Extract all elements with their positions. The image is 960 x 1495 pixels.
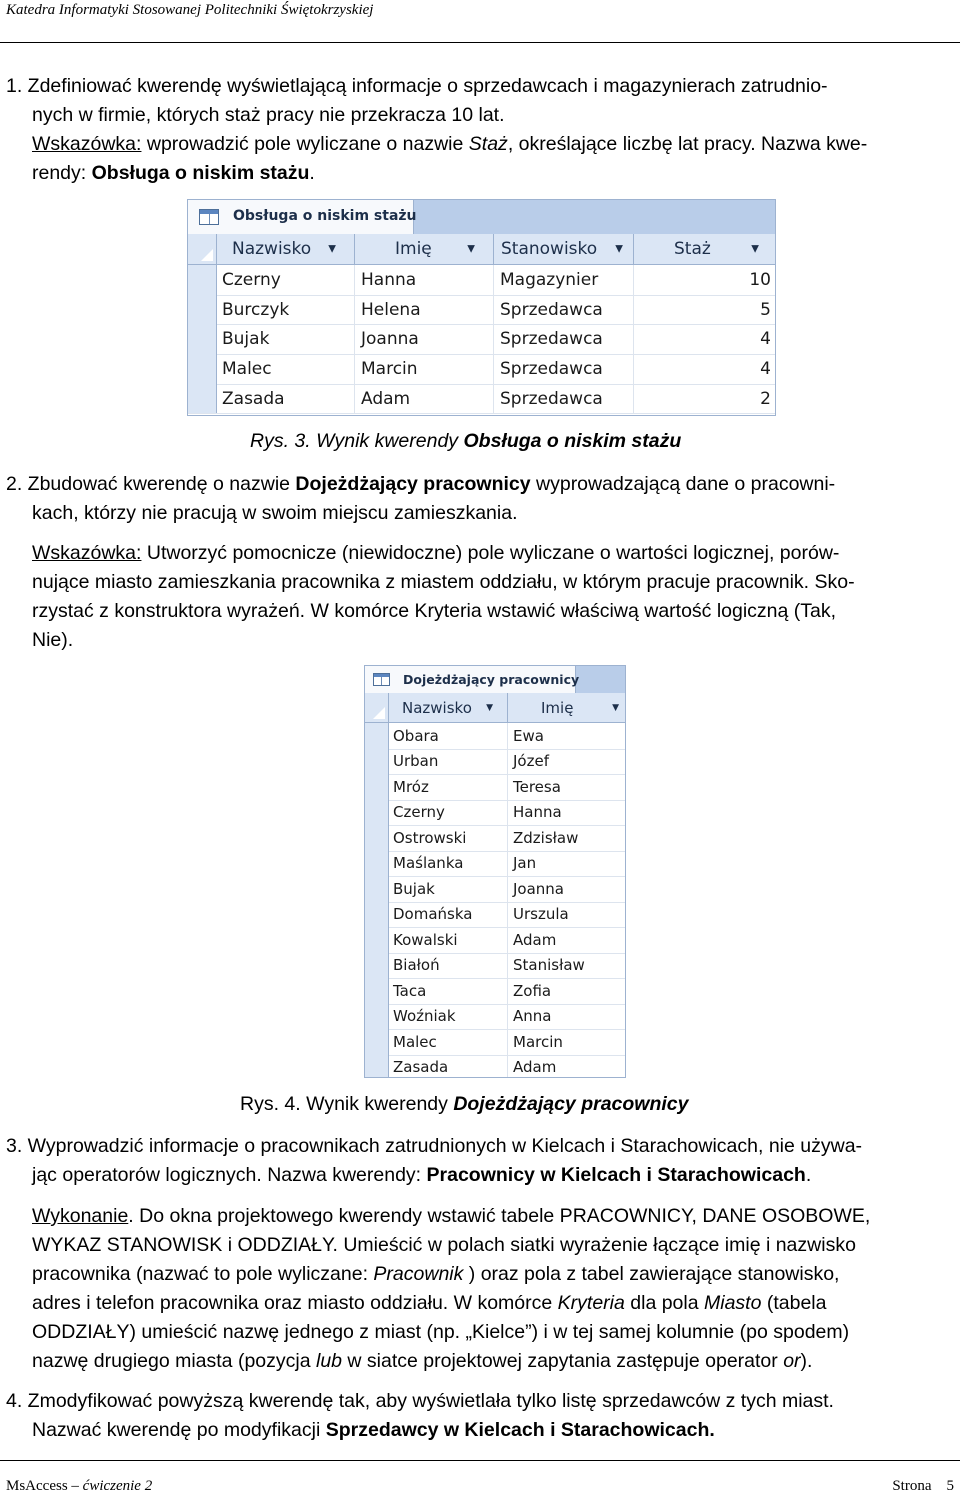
hint-text: Utworzyć pomocnicze (niewidoczne) pole wyliczane o wartości logicznej, porów-: [141, 542, 840, 564]
table-row[interactable]: [188, 354, 775, 385]
table-cell[interactable]: [388, 1055, 508, 1079]
query-table-icon: [199, 209, 219, 225]
table-cell[interactable]: [388, 800, 508, 826]
table-cell[interactable]: [508, 1029, 626, 1055]
table-cell[interactable]: [216, 265, 355, 295]
cell-value: Teresa: [513, 777, 561, 796]
task3-exec-line5: ODDZIAŁY) umieścić nazwę jednego z miast (np. „Kielce”) i w tej samej kolumnie (po spodem): [32, 1321, 850, 1343]
query-name: Sprzedawcy w Kielcach i Starachowicach.: [325, 1419, 715, 1441]
row-selector[interactable]: [365, 953, 389, 979]
row-selector[interactable]: [365, 851, 389, 877]
task2-hint-line1: [32, 539, 839, 568]
cell-value: Domańska: [393, 905, 473, 924]
row-selector[interactable]: [188, 265, 217, 295]
exec-text: nazwę drugiego miasta (pozycja: [32, 1350, 316, 1372]
column-label: Nazwisko: [402, 698, 472, 717]
datasheet-title-bar: [365, 666, 625, 694]
term-lub: lub: [315, 1350, 343, 1372]
sort-arrow-icon[interactable]: ▼: [751, 243, 759, 255]
table-row[interactable]: [365, 749, 625, 776]
table-cell[interactable]: [508, 978, 626, 1004]
cell-value: Urban: [393, 752, 439, 771]
cell-value: 10: [749, 269, 771, 290]
exec-text-b: dla pola: [624, 1292, 704, 1314]
cell-value: Taca: [393, 981, 427, 1000]
cell-value: Ostrowski: [393, 828, 467, 847]
line-text-end: .: [805, 1164, 812, 1186]
field-name: Staż: [468, 133, 508, 155]
select-all-corner[interactable]: [365, 693, 389, 722]
column-header-row: [188, 234, 775, 265]
table-cell[interactable]: [494, 354, 634, 384]
cell-value: Mróz: [393, 777, 429, 796]
task3-line1: 3. Wyprowadzić informacje o pracownikach zatrudnionych w Kielcach i Starachowicach, nie używa-: [6, 1135, 863, 1157]
sort-arrow-icon[interactable]: ▼: [486, 702, 493, 713]
datasheet-title: Dojeżdżający pracownicy: [403, 672, 580, 687]
sort-arrow-icon[interactable]: ▼: [615, 243, 623, 255]
table-cell[interactable]: [388, 927, 508, 953]
table-cell[interactable]: [355, 324, 494, 354]
table-cell[interactable]: [634, 265, 776, 295]
footer-left: [6, 1478, 152, 1495]
task2-hint-line3: rzystać z konstruktora wyrażeń. W komórce Kryteria wstawić właściwą wartość logiczną (Tak,: [32, 600, 837, 622]
table-cell[interactable]: [508, 876, 626, 902]
table-cell[interactable]: [388, 978, 508, 1004]
table-cell[interactable]: [388, 902, 508, 928]
cell-value: Ewa: [513, 726, 544, 745]
cell-value: Burczyk: [222, 299, 290, 320]
table-cell[interactable]: [216, 324, 355, 354]
row-selector[interactable]: [365, 978, 389, 1004]
row-selector[interactable]: [365, 1055, 389, 1079]
table-cell[interactable]: [388, 749, 508, 775]
column-header-staz[interactable]: [634, 234, 776, 264]
table-cell[interactable]: [508, 953, 626, 979]
table-row[interactable]: [365, 876, 625, 903]
table-cell[interactable]: [508, 749, 626, 775]
line-text-end: .: [309, 162, 315, 184]
task1-line1: 1. Zdefiniować kwerendę wyświetlającą informacje o sprzedawcach i magazynierach zatrudnio-: [6, 75, 828, 97]
cell-value: Woźniak: [393, 1007, 456, 1026]
cell-value: Bujak: [393, 879, 435, 898]
cell-value: Zofia: [513, 981, 552, 1000]
caption-text: Rys. 4. Wynik kwerendy: [240, 1093, 454, 1115]
cell-value: 4: [760, 358, 771, 379]
cell-value: Malec: [393, 1032, 437, 1051]
row-selector[interactable]: [365, 902, 389, 928]
cell-value: Hanna: [361, 269, 417, 290]
datasheet-dojezdzajacy: [364, 665, 626, 1078]
table-cell[interactable]: [494, 384, 634, 414]
table-cell[interactable]: [388, 876, 508, 902]
column-label: Imię: [541, 698, 574, 717]
table-row[interactable]: [188, 295, 775, 326]
cell-value: Adam: [513, 930, 557, 949]
table-row[interactable]: [188, 265, 775, 296]
task3-exec-line1: [32, 1202, 870, 1231]
footer-rule: [0, 1460, 960, 1461]
column-header-nazwisko[interactable]: [216, 234, 355, 264]
column-header-stanowisko[interactable]: [494, 234, 634, 264]
cell-value: Józef: [513, 752, 549, 771]
table-row[interactable]: [188, 324, 775, 355]
cell-value: Jan: [513, 854, 537, 873]
cell-value: Joanna: [361, 329, 419, 350]
task1-line2: nych w firmie, których staż pracy nie przekracza 10 lat.: [32, 104, 505, 126]
cell-value: Adam: [361, 388, 411, 409]
row-selector[interactable]: [365, 1029, 389, 1055]
footer-exercise: ćwiczenie 2: [82, 1478, 153, 1494]
cell-value: Obara: [393, 726, 439, 745]
task3-exec-line2: WYKAZ STANOWISK i ODDZIAŁY. Umieścić w polach siatki wyrażenie łączące imię i nazwisko: [32, 1234, 856, 1256]
cell-value: Joanna: [513, 879, 564, 898]
task1-hint: [32, 130, 867, 159]
cell-value: Hanna: [513, 803, 562, 822]
footer-text: MsAccess –: [6, 1478, 83, 1494]
header-rule: [0, 42, 960, 43]
table-row[interactable]: [365, 774, 625, 801]
cell-value: Marcin: [513, 1032, 563, 1051]
task3-line2: [32, 1161, 811, 1190]
table-cell[interactable]: [508, 723, 626, 749]
cell-value: Anna: [513, 1007, 552, 1026]
line-text: Nazwać kwerendę po modyfikacji: [32, 1419, 326, 1441]
column-label: Imię: [395, 239, 432, 259]
table-row[interactable]: [365, 1055, 625, 1079]
cell-value: Bujak: [222, 329, 270, 350]
cell-value: Stanisław: [513, 956, 585, 975]
cell-value: Marcin: [361, 358, 418, 379]
cell-value: Zasada: [222, 388, 285, 409]
table-cell[interactable]: [508, 774, 626, 800]
exec-text-b: ) oraz pola z tabel zawierające stanowisko,: [463, 1263, 840, 1285]
table-cell[interactable]: [508, 851, 626, 877]
task2-hint-line2: nujące miasto zamieszkania pracownika z miastem oddziału, w którym pracuje pracownik. Sko-: [32, 571, 855, 593]
table-cell[interactable]: [634, 354, 776, 384]
exec-label: Wykonanie: [32, 1205, 129, 1227]
datasheet-obsluga: [187, 199, 776, 416]
table-cell[interactable]: [634, 324, 776, 354]
table-cell[interactable]: [508, 902, 626, 928]
table-cell[interactable]: [494, 295, 634, 325]
cell-value: Kowalski: [393, 930, 458, 949]
table-cell[interactable]: [388, 774, 508, 800]
table-row[interactable]: [365, 978, 625, 1005]
cell-value: Urszula: [513, 905, 569, 924]
table-cell[interactable]: [355, 265, 494, 295]
column-header-imie[interactable]: [508, 693, 626, 722]
exec-text-c: (tabela: [761, 1292, 827, 1314]
table-cell[interactable]: [388, 953, 508, 979]
datasheet-title-bar: [188, 200, 775, 235]
table-row[interactable]: [365, 800, 625, 827]
term-or: or: [783, 1350, 801, 1372]
cell-value: Sprzedawca: [500, 299, 603, 320]
figure3-caption: [250, 430, 681, 453]
query-name: Dojeżdżający pracownicy: [295, 473, 531, 495]
cell-value: Adam: [513, 1058, 557, 1077]
line-text: jąc operatorów logicznych. Nazwa kwerendy:: [32, 1164, 427, 1186]
caption-query-name: Dojeżdżający pracownicy: [453, 1093, 689, 1115]
table-cell[interactable]: [494, 324, 634, 354]
table-cell[interactable]: [388, 1004, 508, 1030]
cell-value: Sprzedawca: [500, 329, 603, 350]
task2-hint-line4: Nie).: [32, 629, 74, 651]
column-label: Staż: [674, 239, 711, 259]
table-row[interactable]: [365, 723, 625, 750]
table-cell[interactable]: [508, 800, 626, 826]
caption-text: Rys. 3. Wynik kwerendy: [250, 430, 464, 452]
task3-exec-line4: [32, 1289, 826, 1318]
exec-text: . Do okna projektowego kwerendy wstawić tabele PRACOWNICY, DANE OSOBOWE,: [128, 1205, 871, 1227]
table-cell[interactable]: [355, 384, 494, 414]
row-selector[interactable]: [365, 927, 389, 953]
column-header-nazwisko[interactable]: [388, 693, 508, 722]
table-cell[interactable]: [355, 354, 494, 384]
table-cell[interactable]: [494, 265, 634, 295]
table-cell[interactable]: [216, 295, 355, 325]
table-row[interactable]: [365, 825, 625, 852]
cell-value: Sprzedawca: [500, 388, 603, 409]
footer-right: [892, 1478, 954, 1495]
hint-label: Wskazówka:: [32, 133, 142, 155]
row-selector[interactable]: [365, 1004, 389, 1030]
cell-value: Czerny: [393, 803, 445, 822]
query-name: Obsługa o niskim stażu: [91, 162, 310, 184]
term-kryteria: Kryteria: [557, 1292, 625, 1314]
line-text: rendy:: [32, 162, 92, 184]
table-row[interactable]: [188, 384, 775, 415]
cell-value: Helena: [361, 299, 421, 320]
table-cell[interactable]: [388, 723, 508, 749]
row-selector[interactable]: [188, 354, 217, 384]
row-selector[interactable]: [188, 324, 217, 354]
running-header: Katedra Informatyki Stosowanej Politechniki Świętokrzyskiej: [6, 2, 374, 18]
exec-text-b: w siatce projektowej zapytania zastępuje operator: [342, 1350, 784, 1372]
row-selector[interactable]: [188, 384, 217, 414]
task3-exec-line3: [32, 1260, 839, 1289]
datasheet-title: Obsługa o niskim stażu: [233, 208, 417, 224]
table-cell[interactable]: [634, 295, 776, 325]
table-cell[interactable]: [388, 825, 508, 851]
task2-line2: kach, którzy nie pracują w swoim miejscu zamieszkania.: [32, 502, 518, 524]
table-row[interactable]: [365, 902, 625, 929]
cell-value: 2: [760, 388, 771, 409]
column-header-imie[interactable]: [355, 234, 494, 264]
field-name: Pracownik: [373, 1263, 464, 1285]
table-cell[interactable]: [634, 384, 776, 414]
line-text: 2. Zbudować kwerendę o nazwie: [6, 473, 296, 495]
table-cell[interactable]: [508, 825, 626, 851]
cell-value: Zdzisław: [513, 828, 579, 847]
table-cell[interactable]: [216, 384, 355, 414]
row-selector[interactable]: [365, 876, 389, 902]
task3-exec-line6: [32, 1347, 812, 1376]
exec-text: pracownika (nazwać to pole wyliczane:: [32, 1263, 374, 1285]
query-table-icon: [373, 673, 390, 686]
table-cell[interactable]: [388, 1029, 508, 1055]
exec-text: adres i telefon pracownika oraz miasto oddziału. W komórce: [32, 1292, 558, 1314]
table-row[interactable]: [365, 851, 625, 878]
cell-value: Sprzedawca: [500, 358, 603, 379]
column-label: Stanowisko: [501, 239, 598, 259]
sort-arrow-icon[interactable]: ▼: [328, 243, 336, 255]
cell-value: Białoń: [393, 956, 440, 975]
line-text-end: wyprowadzającą dane o pracowni-: [530, 473, 836, 495]
hint-label: Wskazówka:: [32, 542, 142, 564]
row-selector[interactable]: [365, 774, 389, 800]
cell-value: Zasada: [393, 1058, 449, 1077]
hint-text-b: , określające liczbę lat pracy. Nazwa kwe-: [507, 133, 868, 155]
task2-line1: [6, 470, 835, 499]
table-cell[interactable]: [508, 1004, 626, 1030]
sort-arrow-icon[interactable]: ▼: [467, 243, 475, 255]
table-cell[interactable]: [355, 295, 494, 325]
cell-value: Malec: [222, 358, 272, 379]
cell-value: Magazynier: [500, 269, 599, 290]
task1-line4: [32, 159, 315, 188]
task4-line1: 4. Zmodyfikować powyższą kwerendę tak, aby wyświetlała tylko listę sprzedawców z tych miast.: [6, 1390, 834, 1412]
page-number: 5: [946, 1478, 954, 1494]
table-cell[interactable]: [388, 851, 508, 877]
figure4-caption: [240, 1093, 688, 1116]
table-row[interactable]: [365, 1004, 625, 1031]
table-cell[interactable]: [508, 1055, 626, 1079]
row-selector[interactable]: [188, 295, 217, 325]
cell-value: Maślanka: [393, 854, 464, 873]
caption-query-name: Obsługa o niskim stażu: [463, 430, 682, 452]
select-all-corner[interactable]: [188, 234, 217, 264]
footer-page-label: Strona: [892, 1478, 932, 1494]
query-name: Pracownicy w Kielcach i Starachowicach: [426, 1164, 806, 1186]
column-header-row: [365, 693, 625, 723]
row-selector[interactable]: [365, 825, 389, 851]
cell-value: 4: [760, 329, 771, 350]
table-cell[interactable]: [508, 927, 626, 953]
term-miasto: Miasto: [704, 1292, 762, 1314]
cell-value: Czerny: [222, 269, 281, 290]
row-selector[interactable]: [365, 800, 389, 826]
row-selector[interactable]: [365, 749, 389, 775]
row-selector[interactable]: [365, 723, 389, 749]
table-row[interactable]: [365, 1029, 625, 1056]
cell-value: 5: [760, 299, 771, 320]
table-row[interactable]: [365, 953, 625, 980]
table-cell[interactable]: [216, 354, 355, 384]
sort-arrow-icon[interactable]: ▼: [612, 702, 619, 713]
column-label: Nazwisko: [232, 239, 312, 259]
table-row[interactable]: [365, 927, 625, 954]
hint-text: wprowadzić pole wyliczane o nazwie: [141, 133, 469, 155]
task4-line2: [32, 1416, 715, 1445]
exec-text-c: ).: [800, 1350, 813, 1372]
